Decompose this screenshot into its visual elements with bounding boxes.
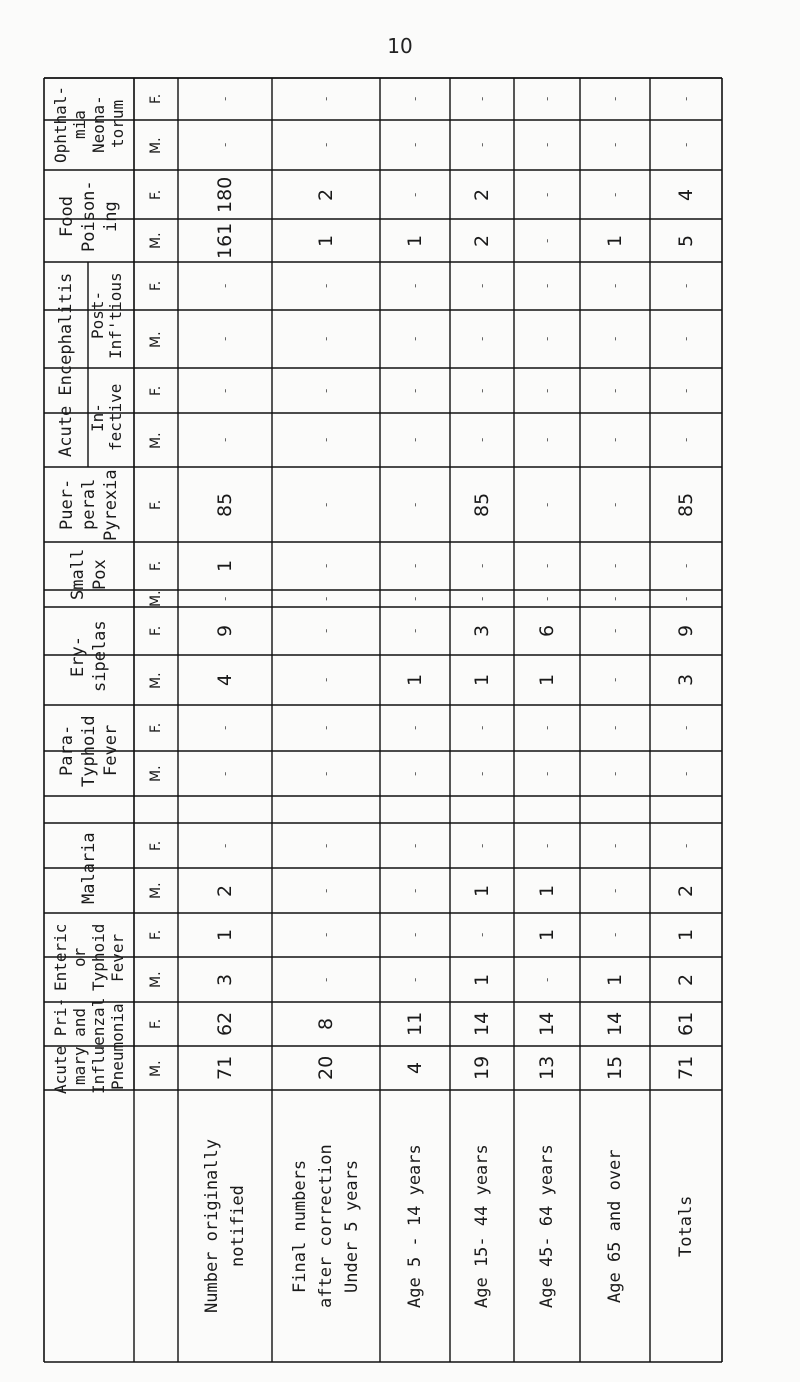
table-cell-value: 71	[214, 1055, 236, 1080]
disease-label: or	[70, 947, 89, 967]
disease-sublabel: Inf'tious	[105, 271, 125, 359]
empty-cell: -	[540, 283, 554, 288]
disease-label: mary and	[70, 1007, 89, 1085]
table-cell-value: 85	[675, 492, 697, 517]
table-cell-value: 2	[471, 188, 493, 201]
empty-cell: -	[540, 596, 554, 601]
empty-cell: -	[540, 502, 554, 507]
sex-label: F.	[148, 560, 164, 571]
row-header: notified	[228, 1185, 248, 1267]
row-header: Number originally	[202, 1139, 222, 1313]
disease-label: mia	[70, 109, 89, 139]
disease-label: Ery-	[68, 635, 88, 677]
empty-cell: -	[679, 388, 693, 393]
empty-cell: -	[608, 888, 622, 893]
empty-cell: -	[319, 725, 333, 730]
empty-cell: -	[608, 596, 622, 601]
disease-sublabel: Post-	[87, 290, 107, 339]
empty-cell: -	[608, 563, 622, 568]
empty-cell: -	[408, 437, 422, 442]
table-cell-value: 8	[315, 1017, 337, 1030]
empty-cell: -	[679, 843, 693, 848]
table-cell-value: 1	[404, 673, 426, 686]
disease-label: Enteric	[51, 923, 70, 991]
disease-label: Para-	[57, 724, 77, 776]
table-cell-value: 5	[675, 234, 697, 247]
row-header: Age 15- 44 years	[472, 1144, 492, 1308]
empty-cell: -	[408, 96, 422, 101]
sex-label: M.	[148, 671, 164, 689]
row-header: Age 45- 64 years	[537, 1144, 557, 1308]
disease-label: Acute Encephalitis	[56, 272, 76, 457]
empty-cell: -	[475, 563, 489, 568]
table-cell-value: 2	[471, 234, 493, 247]
empty-cell: -	[679, 283, 693, 288]
empty-cell: -	[475, 932, 489, 937]
table-cell-value: 1	[214, 559, 236, 572]
disease-label: Acute Pri-	[51, 997, 70, 1094]
empty-cell: -	[679, 437, 693, 442]
empty-cell: -	[319, 843, 333, 848]
table-cell-value: 1	[471, 884, 493, 897]
empty-cell: -	[408, 932, 422, 937]
table-cell-value: 1	[604, 973, 626, 986]
empty-cell: -	[540, 563, 554, 568]
sex-label: F.	[148, 840, 164, 851]
disease-label: Food	[57, 195, 77, 237]
empty-cell: -	[218, 843, 232, 848]
empty-cell: -	[408, 628, 422, 633]
disease-label: Influenzal	[89, 997, 108, 1094]
disease-label: sipelas	[90, 620, 110, 692]
table-cell-value: 9	[214, 624, 236, 637]
disease-label: Typhoid	[79, 714, 99, 787]
empty-cell: -	[218, 437, 232, 442]
empty-cell: -	[408, 888, 422, 893]
empty-cell: -	[218, 388, 232, 393]
table-cell-value: 4	[214, 673, 236, 686]
table-cell-value: 15	[604, 1055, 626, 1080]
disease-label: ing	[101, 200, 121, 232]
disease-label: peral	[79, 478, 99, 530]
row-header: Age 5 - 14 years	[405, 1144, 425, 1308]
empty-cell: -	[475, 96, 489, 101]
disease-label: Pneumonia	[108, 1002, 127, 1090]
table-cell-value: 4	[675, 188, 697, 201]
page-number: 10	[387, 34, 413, 58]
empty-cell: -	[540, 725, 554, 730]
disease-label: Typhoid	[89, 923, 108, 991]
row-header: after correction	[316, 1144, 336, 1308]
empty-cell: -	[319, 563, 333, 568]
table-cell-value: 1	[675, 928, 697, 941]
empty-cell: -	[218, 142, 232, 147]
table-cell-value: 4	[404, 1061, 426, 1074]
sex-label: F.	[148, 499, 164, 510]
empty-cell: -	[540, 96, 554, 101]
empty-cell: -	[319, 771, 333, 776]
table-cell-value: 1	[604, 234, 626, 247]
row-header: Under 5 years	[342, 1159, 362, 1293]
empty-cell: -	[540, 437, 554, 442]
disease-sublabel: In-	[87, 403, 107, 432]
empty-cell: -	[608, 771, 622, 776]
empty-cell: -	[608, 677, 622, 682]
empty-cell: -	[679, 725, 693, 730]
empty-cell: -	[475, 437, 489, 442]
table-cell-value: 1	[536, 673, 558, 686]
disease-label: Pyrexia	[101, 468, 121, 541]
sex-label: F.	[148, 1018, 164, 1029]
disease-label: Neona-	[89, 95, 108, 153]
empty-cell: -	[475, 388, 489, 393]
sex-label: F.	[148, 93, 164, 104]
empty-cell: -	[319, 437, 333, 442]
empty-cell: -	[540, 771, 554, 776]
table-cell-value: 1	[536, 928, 558, 941]
empty-cell: -	[408, 388, 422, 393]
sex-label: M.	[148, 136, 164, 154]
table-cell-value: 14	[536, 1011, 558, 1036]
empty-cell: -	[408, 336, 422, 341]
table-cell-value: 85	[214, 492, 236, 517]
empty-cell: -	[218, 283, 232, 288]
empty-cell: -	[679, 142, 693, 147]
empty-cell: -	[319, 283, 333, 288]
empty-cell: -	[540, 238, 554, 243]
empty-cell: -	[319, 502, 333, 507]
empty-cell: -	[608, 843, 622, 848]
disease-label: Malaria	[79, 832, 99, 904]
sex-label: M.	[148, 765, 164, 782]
empty-cell: -	[540, 388, 554, 393]
empty-cell: -	[319, 142, 333, 147]
empty-cell: -	[408, 142, 422, 147]
sex-label: M.	[148, 590, 164, 607]
disease-label: Poison-	[79, 180, 99, 252]
empty-cell: -	[608, 96, 622, 101]
sex-label: F.	[148, 625, 164, 636]
disease-label: torum	[108, 99, 127, 148]
empty-cell: -	[319, 96, 333, 101]
empty-cell: -	[408, 596, 422, 601]
row-header: Final numbers	[290, 1159, 310, 1293]
table-cell-value: 2	[315, 188, 337, 201]
sex-label: F.	[148, 722, 164, 733]
table-cell-value: 3	[471, 624, 493, 637]
table-cell-value: 3	[675, 673, 697, 686]
table-cell-value: 3	[214, 973, 236, 986]
empty-cell: -	[408, 563, 422, 568]
empty-cell: -	[608, 437, 622, 442]
empty-cell: -	[408, 843, 422, 848]
table-cell-value: 62	[214, 1011, 236, 1036]
table-cell-value: 1	[471, 973, 493, 986]
empty-cell: -	[679, 563, 693, 568]
empty-cell: -	[475, 283, 489, 288]
table-cell-value: 180	[214, 176, 236, 213]
empty-cell: -	[218, 336, 232, 341]
disease-label: Fever	[108, 933, 127, 982]
empty-cell: -	[475, 771, 489, 776]
table-cell-value: 14	[604, 1011, 626, 1036]
sex-label: F.	[148, 189, 164, 200]
disease-label: Ophthal-	[51, 85, 70, 163]
table-cell-value: 2	[675, 884, 697, 897]
sex-label: F.	[148, 280, 164, 291]
empty-cell: -	[679, 771, 693, 776]
empty-cell: -	[608, 142, 622, 147]
table-cell-value: 6	[536, 624, 558, 637]
disease-label: Pox	[90, 559, 110, 590]
empty-cell: -	[540, 977, 554, 982]
empty-cell: -	[218, 596, 232, 601]
disease-label: Small	[68, 548, 88, 600]
table-cell-value: 161	[214, 222, 236, 259]
table-cell-value: 71	[675, 1055, 697, 1080]
disease-label: Fever	[101, 724, 121, 776]
empty-cell: -	[319, 388, 333, 393]
row-header: Totals	[676, 1195, 696, 1257]
empty-cell: -	[608, 502, 622, 507]
empty-cell: -	[608, 336, 622, 341]
empty-cell: -	[218, 771, 232, 776]
table-cell-value: 2	[675, 973, 697, 986]
table-cell-value: 13	[536, 1055, 558, 1080]
table-cell-value: 1	[536, 884, 558, 897]
empty-cell: -	[218, 725, 232, 730]
empty-cell: -	[475, 843, 489, 848]
empty-cell: -	[319, 596, 333, 601]
sex-label: M.	[148, 1059, 164, 1077]
sex-label: M.	[148, 971, 164, 988]
empty-cell: -	[540, 843, 554, 848]
sex-label: M.	[148, 882, 164, 899]
table-cell-value: 61	[675, 1011, 697, 1036]
sex-label: F.	[148, 385, 164, 396]
sex-label: M.	[148, 330, 164, 348]
empty-cell: -	[608, 283, 622, 288]
empty-cell: -	[408, 502, 422, 507]
empty-cell: -	[319, 888, 333, 893]
empty-cell: -	[679, 96, 693, 101]
empty-cell: -	[475, 596, 489, 601]
empty-cell: -	[608, 725, 622, 730]
empty-cell: -	[319, 628, 333, 633]
disease-sublabel: fective	[105, 383, 125, 451]
empty-cell: -	[608, 932, 622, 937]
table-cell-value: 1	[404, 234, 426, 247]
table-cell-value: 1	[471, 673, 493, 686]
table-cell-value: 9	[675, 624, 697, 637]
table-cell-value: 19	[471, 1055, 493, 1080]
empty-cell: -	[408, 283, 422, 288]
sex-label: F.	[148, 929, 164, 940]
empty-cell: -	[408, 977, 422, 982]
table-cell-value: 1	[315, 234, 337, 247]
empty-cell: -	[475, 725, 489, 730]
empty-cell: -	[608, 388, 622, 393]
empty-cell: -	[475, 336, 489, 341]
empty-cell: -	[408, 192, 422, 197]
table-cell-value: 85	[471, 492, 493, 517]
sex-label: M.	[148, 431, 164, 449]
table-cell-value: 20	[315, 1055, 337, 1080]
empty-cell: -	[408, 771, 422, 776]
sex-label: M.	[148, 232, 164, 249]
table-cell-value: 1	[214, 928, 236, 941]
empty-cell: -	[540, 336, 554, 341]
empty-cell: -	[608, 192, 622, 197]
row-header: Age 65 and over	[605, 1149, 625, 1303]
empty-cell: -	[608, 628, 622, 633]
empty-cell: -	[540, 192, 554, 197]
empty-cell: -	[319, 336, 333, 341]
empty-cell: -	[218, 96, 232, 101]
empty-cell: -	[319, 677, 333, 682]
table-cell-value: 14	[471, 1011, 493, 1036]
empty-cell: -	[319, 932, 333, 937]
empty-cell: -	[540, 142, 554, 147]
table-cell-value: 11	[404, 1011, 426, 1036]
table-cell-value: 2	[214, 884, 236, 897]
empty-cell: -	[679, 336, 693, 341]
empty-cell: -	[319, 977, 333, 982]
empty-cell: -	[408, 725, 422, 730]
empty-cell: -	[679, 596, 693, 601]
empty-cell: -	[475, 142, 489, 147]
disease-label: Puer-	[57, 478, 77, 530]
